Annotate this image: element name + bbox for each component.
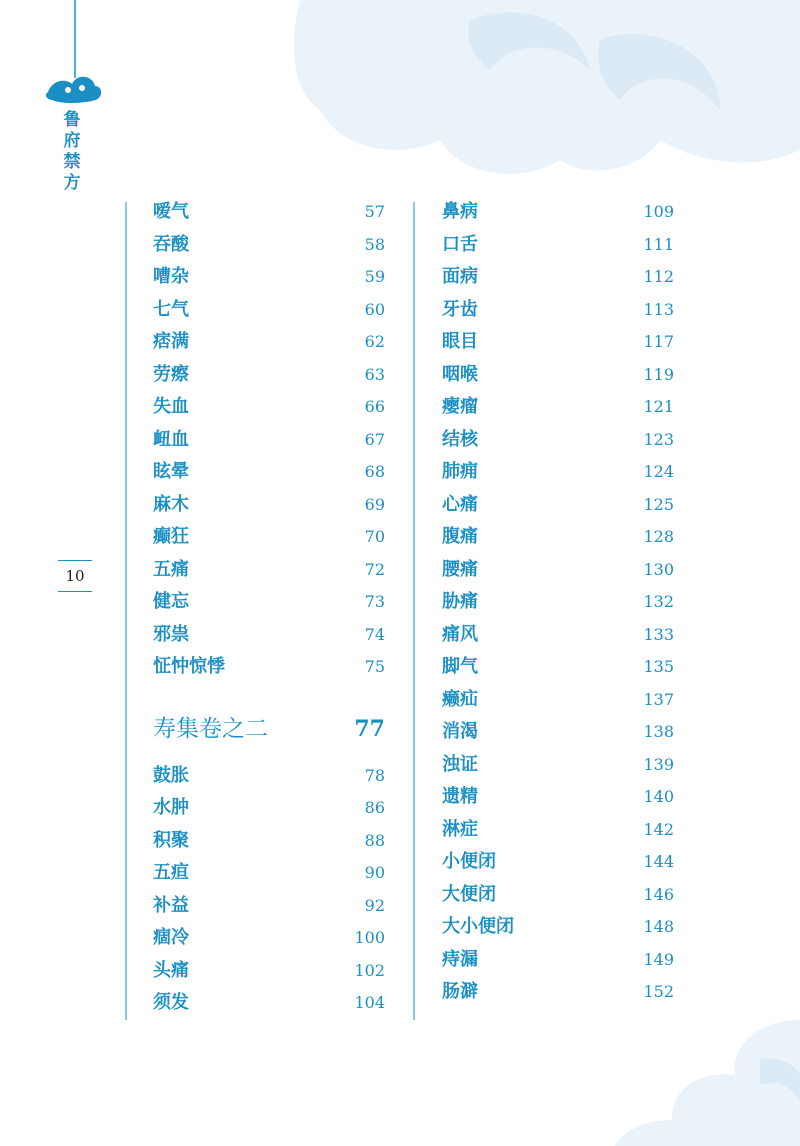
- toc-entry[interactable]: [442, 814, 674, 847]
- toc-entry-title: 痞满: [153, 331, 189, 352]
- toc-entry[interactable]: [153, 825, 413, 858]
- toc-entry[interactable]: [153, 857, 413, 890]
- toc-entry[interactable]: [153, 326, 413, 359]
- toc-entry[interactable]: [442, 781, 674, 814]
- toc-entry-page: 123: [643, 429, 674, 449]
- toc-entry-page: 68: [364, 462, 385, 481]
- toc-entry-page: 138: [643, 722, 674, 741]
- toc-entry-page: 62: [364, 332, 385, 351]
- toc-entry[interactable]: [153, 955, 413, 988]
- toc-entry[interactable]: [153, 619, 413, 652]
- toc-left-column: [153, 196, 413, 1020]
- toc-entry[interactable]: [153, 294, 413, 327]
- toc-entry-page: 149: [643, 949, 674, 969]
- toc-entry-page: 104: [354, 993, 385, 1012]
- toc-entry[interactable]: [442, 716, 674, 749]
- cloud-decoration-top-icon: [294, 0, 800, 174]
- toc-entry-page: 70: [364, 527, 385, 546]
- toc-entry[interactable]: [442, 944, 674, 977]
- toc-entry[interactable]: [153, 229, 413, 262]
- toc-entry-page: 140: [643, 787, 674, 806]
- toc-entry-title: 癞疝: [442, 688, 478, 710]
- toc-entry-page: 60: [364, 299, 385, 319]
- toc-entry-title: 衄血: [153, 428, 189, 450]
- toc-entry-page: 119: [643, 364, 674, 384]
- toc-entry-page: 137: [643, 689, 674, 709]
- toc-entry[interactable]: [442, 619, 674, 652]
- toc-entry-page: 88: [364, 830, 385, 850]
- toc-entry-title: 浊证: [442, 753, 478, 775]
- toc-entry-page: 146: [643, 884, 674, 904]
- toc-entry[interactable]: [153, 987, 413, 1020]
- toc-entry-page: 135: [643, 657, 674, 676]
- toc-entry-page: 139: [643, 754, 674, 774]
- book-title-vertical: 鲁府禁方: [63, 110, 81, 193]
- toc-entry-page: 142: [643, 819, 674, 839]
- toc-entry-title: 鼻病: [442, 201, 478, 222]
- toc-entry[interactable]: [442, 846, 674, 879]
- toc-entry-title: 水肿: [153, 797, 189, 818]
- toc-entry[interactable]: [442, 749, 674, 782]
- toc-entry[interactable]: [442, 359, 674, 392]
- toc-entry-page: 125: [643, 494, 674, 514]
- page-number: 10: [58, 560, 92, 592]
- toc-entry-title: 须发: [153, 992, 189, 1013]
- toc-entry-page: 69: [364, 494, 385, 514]
- toc-entry-page: 100: [354, 928, 385, 947]
- toc-right-column: [442, 196, 674, 1009]
- toc-entry-title: 痛风: [442, 623, 478, 645]
- toc-entry[interactable]: [153, 391, 413, 424]
- toc-entry-page: 102: [354, 960, 385, 980]
- toc-entry[interactable]: [153, 521, 413, 554]
- toc-entry-page: 59: [364, 267, 385, 286]
- toc-entry-page: 90: [364, 863, 385, 882]
- toc-entry[interactable]: [153, 424, 413, 457]
- toc-entry-page: 57: [364, 202, 385, 221]
- toc-entry-title: 五痛: [153, 558, 189, 580]
- toc-entry-title: 失血: [153, 396, 189, 417]
- toc-entry-page: 58: [364, 234, 385, 254]
- toc-entry[interactable]: [442, 229, 674, 262]
- toc-entry[interactable]: [442, 976, 674, 1009]
- toc-entry-page: 121: [643, 397, 674, 416]
- toc-entry[interactable]: [442, 879, 674, 912]
- toc-entry-title: 积聚: [153, 829, 189, 851]
- toc-entry-page: 112: [643, 267, 674, 286]
- toc-entry-page: 133: [643, 624, 674, 644]
- toc-entry-page: 109: [643, 202, 674, 221]
- small-cloud-icon: [46, 77, 101, 103]
- toc-entry[interactable]: [153, 890, 413, 923]
- toc-entry-page: 66: [364, 397, 385, 416]
- toc-entry[interactable]: [442, 456, 674, 489]
- toc-entry-page: 72: [364, 559, 385, 579]
- toc-entry[interactable]: [153, 554, 413, 587]
- toc-entry-page: 152: [643, 982, 674, 1001]
- toc-entry-page: 63: [364, 364, 385, 384]
- toc-entry-title: 眩晕: [153, 461, 189, 482]
- toc-entry[interactable]: [442, 489, 674, 522]
- toc-entry-page: 144: [643, 852, 674, 871]
- toc-entry[interactable]: [153, 359, 413, 392]
- toc-entry-title: 鼓胀: [153, 764, 189, 786]
- toc-entry-page: 111: [643, 234, 674, 254]
- toc-entry-page: 132: [643, 592, 674, 611]
- toc-entry-title: 瘿瘤: [442, 396, 478, 417]
- toc-entry[interactable]: [442, 554, 674, 587]
- toc-entry-title: 小便闭: [442, 851, 496, 872]
- toc-entry-title: 心痛: [442, 493, 478, 515]
- toc-entry-title: 大小便闭: [442, 916, 514, 937]
- toc-entry-title: 面病: [442, 266, 478, 287]
- toc-entry-title: 眼目: [442, 331, 478, 352]
- toc-entry[interactable]: [442, 196, 674, 229]
- toc-entry[interactable]: [442, 326, 674, 359]
- toc-entry[interactable]: [153, 489, 413, 522]
- toc-entry-title: 腹痛: [442, 526, 478, 547]
- toc-entry-page: 113: [643, 299, 674, 319]
- toc-entry-title: 癫狂: [153, 526, 189, 547]
- toc-entry-page: 92: [364, 895, 385, 915]
- toc-entry[interactable]: [153, 456, 413, 489]
- toc-entry-title: 肺痈: [442, 461, 478, 482]
- toc-entry-title: 劳瘵: [153, 363, 189, 385]
- toc-entry-page: 148: [643, 917, 674, 936]
- toc-entry-page: 128: [643, 527, 674, 546]
- toc-entry-page: 86: [364, 798, 385, 817]
- toc-section-heading[interactable]: [153, 704, 413, 754]
- toc-entry-title: 痔漏: [442, 948, 478, 970]
- toc-entry[interactable]: [153, 651, 413, 684]
- toc-entry-title: 五疸: [153, 862, 189, 883]
- toc-entry-title: 大便闭: [442, 883, 496, 905]
- toc-entry-title: 脚气: [442, 656, 478, 677]
- toc-entry-page: 67: [364, 429, 385, 449]
- toc-entry[interactable]: [442, 684, 674, 717]
- toc-entry[interactable]: [442, 261, 674, 294]
- section-page: 77: [354, 715, 385, 742]
- toc-entry[interactable]: [442, 586, 674, 619]
- toc-entry-title: 结核: [442, 428, 478, 450]
- toc-entry-title: 补益: [153, 894, 189, 916]
- toc-entry[interactable]: [442, 651, 674, 684]
- toc-entry-page: 124: [643, 462, 674, 481]
- toc-entry-title: 消渴: [442, 721, 478, 742]
- toc-entry[interactable]: [442, 911, 674, 944]
- toc-entry-title: 头痛: [153, 959, 189, 981]
- toc-entry-title: 怔忡惊悸: [153, 656, 225, 677]
- toc-entry-title: 肠澼: [442, 981, 478, 1002]
- toc-entry-page: 117: [643, 332, 674, 351]
- toc-entry-page: 75: [364, 657, 385, 676]
- toc-entry-title: 胁痛: [442, 591, 478, 612]
- toc-entry[interactable]: [153, 261, 413, 294]
- toc-entry-title: 邪祟: [153, 623, 189, 645]
- section-title: 寿集卷之二: [153, 715, 268, 742]
- toc-entry[interactable]: [442, 391, 674, 424]
- toc-entry[interactable]: [442, 521, 674, 554]
- toc-entry[interactable]: [442, 424, 674, 457]
- toc-entry-title: 咽喉: [442, 363, 478, 385]
- toc-entry-title: 嘈杂: [153, 266, 189, 287]
- toc-entry-title: 吞酸: [153, 233, 189, 255]
- toc-entry-title: 麻木: [153, 493, 189, 515]
- toc-entry[interactable]: [153, 922, 413, 955]
- toc-entry[interactable]: [153, 586, 413, 619]
- toc-entry[interactable]: [153, 792, 413, 825]
- toc-entry-title: 腰痛: [442, 558, 478, 580]
- toc-entry-page: 130: [643, 559, 674, 579]
- toc-entry-title: 嗳气: [153, 201, 189, 222]
- toc-entry-title: 淋症: [442, 818, 478, 840]
- toc-entry-title: 痼冷: [153, 927, 189, 948]
- cloud-decoration-bottom-icon: [615, 1020, 800, 1146]
- toc-entry-page: 78: [364, 765, 385, 785]
- toc-entry[interactable]: [153, 760, 413, 793]
- toc-entry-title: 牙齿: [442, 298, 478, 320]
- toc-entry-title: 遗精: [442, 786, 478, 807]
- toc-entry-page: 74: [364, 624, 385, 644]
- toc-entry[interactable]: [442, 294, 674, 327]
- toc-entry-title: 健忘: [153, 591, 189, 612]
- toc-entry[interactable]: [153, 196, 413, 229]
- toc-entry-title: 七气: [153, 298, 189, 320]
- toc-entry-title: 口舌: [442, 233, 478, 255]
- toc-entry-page: 73: [364, 592, 385, 611]
